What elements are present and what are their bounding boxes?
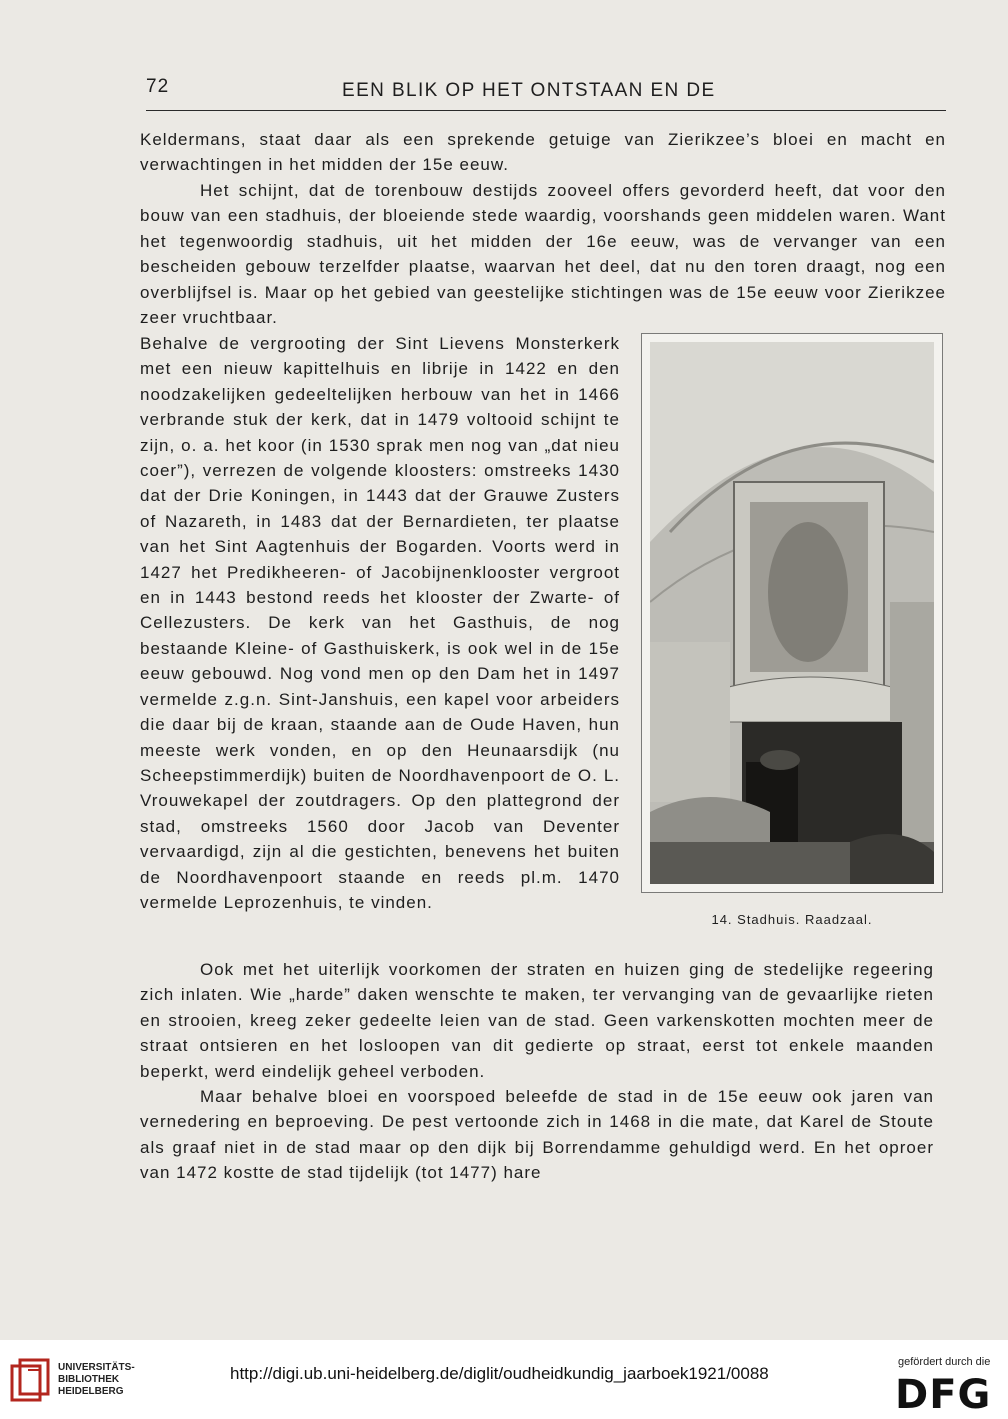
library-name-line-1: UNIVERSITÄTS- xyxy=(58,1362,135,1373)
library-name-line-2: BIBLIOTHEK xyxy=(58,1374,120,1385)
paragraph-2-text: Het schijnt, dat de torenbouw destijds zooveel offers gevorderd heeft, dat voor den bouw van een stadhuis, der bloeiende stede waardig, voorshands geen middelen waren. Want het tegenwoordig stadhuis, uit het midden der 16e eeuw, was de vervanger van een bescheiden gebouw terzelfder plaatse, waarvan het deel, dat nu den toren draagt, nog een overblijfsel is. Maar op het gebied van geestelijke stichtingen was de 15e eeuw voor Zierikzee zeer vruchtbaar. xyxy=(140,181,946,328)
header-rule xyxy=(146,110,946,111)
page-header xyxy=(146,74,946,114)
library-name xyxy=(58,1362,135,1398)
council-chamber-photo xyxy=(650,342,934,884)
dfg-logo: DFG xyxy=(895,1372,992,1418)
paragraph-5 xyxy=(140,1084,934,1186)
library-name-line-3: HEIDELBERG xyxy=(58,1386,124,1397)
paragraph-1 xyxy=(140,127,946,178)
funded-by-text: gefördert durch die xyxy=(898,1356,991,1368)
paragraph-5-text: Maar behalve bloei en voorspoed beleefde de stad in de 15e eeuw ook jaren van vernedering en beproeving. De pest vertoonde zich in 1468 in die mate, dat Karel de Stoute als graaf niet in de stad maar op den dijk bij Borrendamme gehuldigd werd. En het oproer van 1472 kostte de stad tijdelijk (tot 1477) hare xyxy=(140,1087,934,1183)
figure-council-chamber-photo xyxy=(641,333,943,893)
running-title: EEN BLIK OP HET ONTSTAAN EN DE xyxy=(342,80,716,101)
paragraph-3-column xyxy=(140,331,620,915)
paragraph-1-text: Keldermans, staat daar als een sprekende getuige van Zierikzee’s bloei en macht en verwachtingen in het midden der 15e eeuw. xyxy=(140,130,946,175)
university-library-logo-icon xyxy=(10,1358,54,1404)
paragraph-4 xyxy=(140,957,934,1084)
permalink-url[interactable]: http://digi.ub.uni-heidelberg.de/diglit/oudheidkundig_jaarboek1921/0088 xyxy=(230,1364,769,1383)
paragraph-4-text: Ook met het uiterlijk voorkomen der straten en huizen ging de stedelijke regeering zich inlaten. Wie „harde” daken wenschte te maken, ter vervanging van de gevaarlijke rieten en strooien, kreeg zeker gedeelte leien van de stad. Geen varkenskotten mochten meer de straat ontsieren en het losloopen van dit gedierte op straat, eerst tot enkele maanden beperkt, werd eindelijk geheel verboden. xyxy=(140,960,934,1081)
figure-caption: 14. Stadhuis. Raadzaal. xyxy=(711,912,873,927)
paragraph-3-text: Behalve de vergrooting der Sint Lievens Monsterkerk met een nieuw kapittelhuis en librije in 1422 en den noodzakelijken gedeeltelijken herbouw van het in 1466 verbrande stuk der kerk, dat in 1479 voltooid schijnt te zijn, o. a. het koor (in 1530 sprak men nog van „dat nieu coer”), verrezen de volgende kloosters: omstreeks 1430 dat der Drie Koningen, in 1443 dat der Grauwe Zusters of Nazareth, in 1483 dat der Bernardieten, ter plaatse van het Sint Aagtenhuis der Bogarden. Voorts werd in 1427 het Predikheeren- of Jacobijnenklooster vergroot en in 1443 bestond reeds het klooster der Zwarte- of Cellezusters. De kerk van het Gasthuis, de nog bestaande Kleine- of Gasthuiskerk, is ook wel in de 15e eeuw gebouwd. Nog vond men op den Dam het in 1497 vermelde z.g.n. Sint-Janshuis, een kapel voor arbeiders die daar bij de kraan, staande aan de Oude Haven, hun meeste werk vonden, en op den Heunaarsdijk (nu Scheepstimmerdijk) buiten de Noordhavenpoort de O. L. Vrouwekapel der zoutdragers. Op den plattegrond der stad, omstreeks 1560 door Jacob van Deventer vervaardigd, zijn al die gestichten, benevens het buiten de Noordhavenpoort staande en reeds pl.m. 1470 vermelde Leprozenhuis, te vinden. xyxy=(140,334,620,912)
paragraph-2-top xyxy=(140,178,946,330)
page-number: 72 xyxy=(146,76,170,97)
viewer-footer xyxy=(0,1340,1008,1419)
